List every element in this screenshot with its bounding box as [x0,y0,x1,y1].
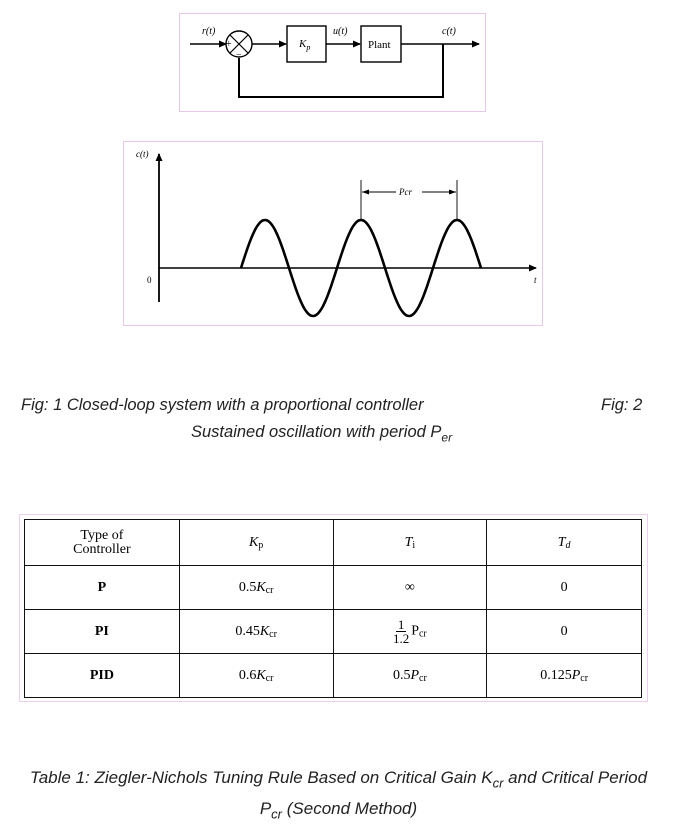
table-caption-line1 [0,768,677,790]
td-var: P [571,667,581,683]
cell-td-pi [487,610,642,654]
plus-sign: + [226,39,232,50]
header-td-sub: d [565,539,571,551]
table-header-row [25,520,642,566]
td-value: 0 [560,623,568,639]
header-ti-sub: i [412,539,416,551]
cell-ti-pid [333,654,487,698]
row-type-pi: PI [25,610,180,654]
oscillation-svg [124,142,542,325]
fig2-caption [191,423,452,444]
kp-var: K [259,623,270,639]
kp-coef: 0.45 [235,623,260,639]
header-type [25,520,180,566]
header-ti-main: T [404,534,413,550]
table-row [25,566,642,610]
control-signal-label: u(t) [333,26,348,37]
feedback-path [239,44,443,97]
kp-var: K [256,667,266,683]
plant-label: Plant [368,39,391,51]
minus-sign: − [236,50,242,61]
table-caption-p: P [259,799,272,818]
table-caption-line2 [0,799,677,821]
table-caption-part2: and Critical Period [503,768,648,787]
table-caption-part1: Table 1: Ziegler-Nichols Tuning Rule Based on Critical Gain K [29,768,493,787]
fig1-caption: Fig: 1 Closed-loop system with a proportional controller [21,396,424,414]
kp-sub: cr [265,672,274,684]
fig2-caption-sub: er [441,430,453,445]
y-axis-label: c(t) [136,149,149,159]
td-sub: cr [580,672,589,684]
table-caption-sub2: cr [271,806,283,822]
ti-fraction-num: 1 [397,617,405,632]
row-type-p: P [25,566,180,610]
header-ti [333,520,487,566]
table-row [25,654,642,698]
ti-sub: cr [418,628,427,640]
ti-sub: cr [419,672,427,684]
td-value: 0 [560,579,568,595]
header-kp-sub: p [258,539,264,551]
figure2-oscillation-plot [123,141,543,326]
input-signal-label: r(t) [202,26,216,37]
header-type-line1: Type of [80,527,124,543]
controller-label: $K_p$ [299,38,311,52]
td-coef: 0.125 [540,667,572,683]
cell-ti-pi [333,610,487,654]
kp-coef: 0.5 [238,579,257,595]
header-kp-main: K [248,534,259,550]
cell-kp-p [179,566,333,610]
kp-sub: cr [265,584,274,596]
block-diagram-svg [180,14,485,111]
row-type-pid: PID [25,654,180,698]
ti-fraction [393,618,409,645]
ti-var: P [410,667,419,683]
ti-var: P [411,623,419,639]
figure1-block-diagram [179,13,486,112]
origin-label: 0 [147,275,152,285]
ti-coef: 0.5 [392,667,411,683]
summing-junction [226,31,252,61]
cell-ti-p [333,566,487,610]
fig2-caption-text: Sustained oscillation with period P [191,423,442,441]
ziegler-nichols-table-frame [19,514,648,702]
ti-fraction-den: 1.2 [392,631,410,646]
kp-coef: 0.6 [238,667,257,683]
table-caption-part3: (Second Method) [282,799,418,818]
header-td [487,520,642,566]
period-label: Pcr [399,187,412,197]
table-caption-sub1: cr [492,775,504,791]
cell-td-pid [487,654,642,698]
ti-value: ∞ [404,579,415,595]
table-row [25,610,642,654]
cell-kp-pi [179,610,333,654]
period-marker [361,180,457,220]
cell-td-p [487,566,642,610]
fig2-label: Fig: 2 [601,396,643,414]
header-type-line2: Controller [73,541,131,557]
kp-var: K [256,579,266,595]
ziegler-nichols-table [24,519,642,698]
x-axis-label: t [534,275,537,285]
cell-kp-pid [179,654,333,698]
header-td-main: T [557,534,566,550]
kp-sub: cr [269,628,277,640]
output-signal-label: c(t) [442,26,456,37]
header-kp [179,520,333,566]
